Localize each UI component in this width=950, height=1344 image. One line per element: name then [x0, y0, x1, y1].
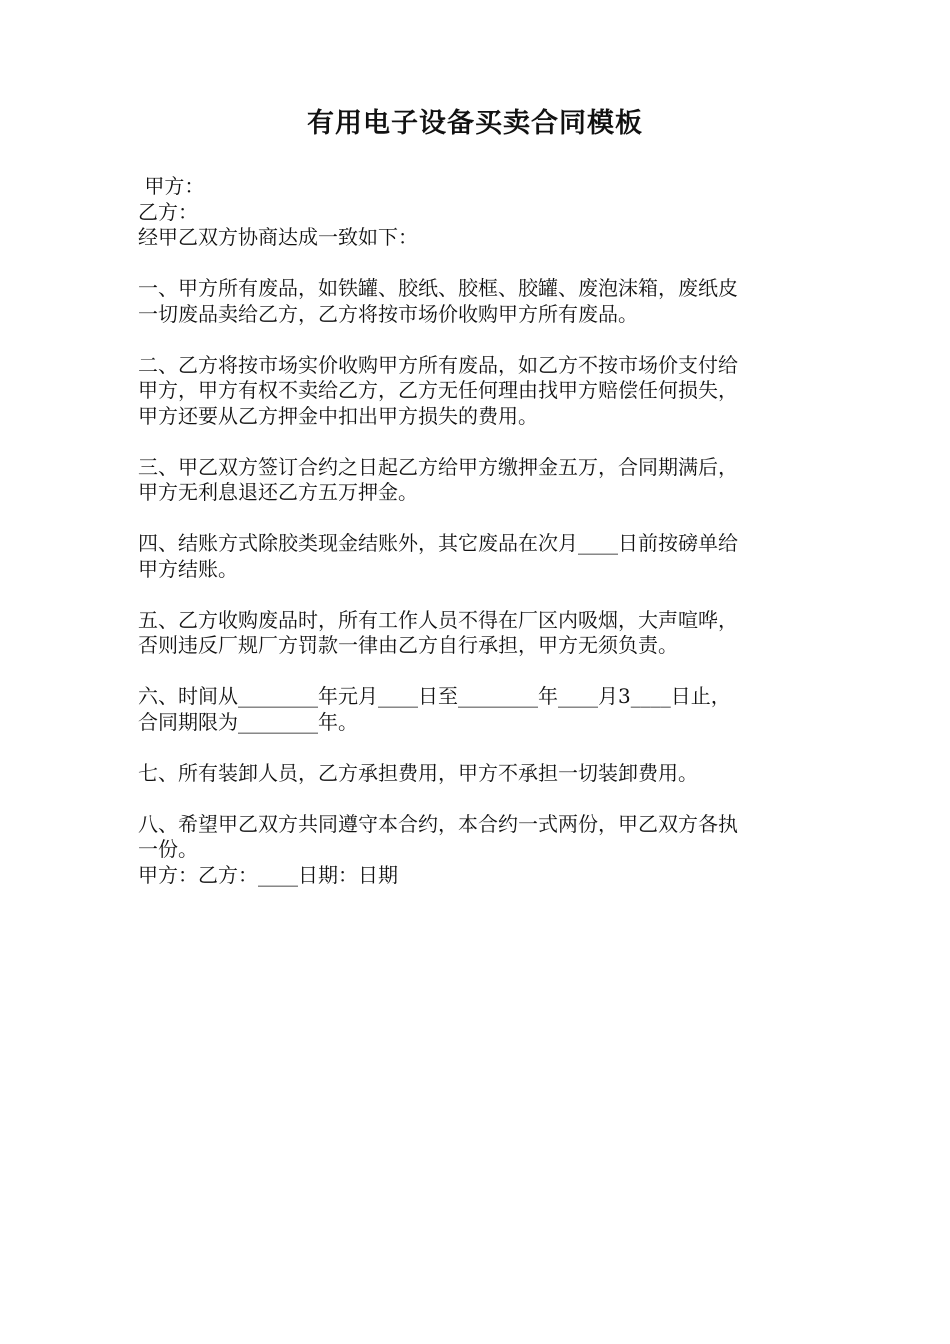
clause-line: 一切废品卖给乙方，乙方将按市场价收购甲方所有废品。 [138, 301, 638, 326]
clause-7 [138, 761, 818, 787]
spacer [138, 735, 818, 761]
clause-line: 六、时间从________年元月____日至________年____月3____日止， [138, 684, 731, 708]
clause-line: 八、希望甲乙双方共同遵守本合约，本合约一式两份，甲乙双方各执 [138, 811, 738, 836]
clause-line: 五、乙方收购废品时，所有工作人员不得在厂区内吸烟，大声喧哗， [138, 607, 738, 632]
spacer [138, 327, 818, 353]
spacer [138, 251, 818, 277]
party-a-label: 甲方： [138, 174, 205, 198]
clause-2 [138, 353, 818, 430]
clause-line: 甲方无利息退还乙方五万押金。 [138, 480, 418, 504]
document-title: 有用电子设备买卖合同模板 [307, 108, 643, 139]
spacer [138, 659, 818, 685]
clause-3 [138, 455, 818, 506]
spacer [138, 429, 818, 455]
clause-4 [138, 531, 818, 582]
clause-6 [138, 684, 818, 735]
intro-text: 经甲乙双方协商达成一致如下： [138, 225, 418, 249]
clause-line: 二、乙方将按市场实价收购甲方所有废品，如乙方不按市场价支付给 [138, 352, 738, 377]
clause-8 [138, 812, 818, 863]
spacer [138, 582, 818, 608]
spacer [138, 506, 818, 532]
spacer [138, 786, 818, 812]
party-b-label: 乙方： [138, 199, 198, 224]
clause-line: 四、结账方式除胶类现金结账外，其它废品在次月____日前按磅单给 [138, 531, 738, 555]
clause-line: 七、所有装卸人员，乙方承担费用，甲方不承担一切装卸费用。 [138, 760, 698, 785]
document-body [138, 174, 818, 888]
clause-line: 甲方结账。 [138, 556, 238, 581]
clause-line: 三、甲乙双方签订合约之日起乙方给甲方缴押金五万，合同期满后， [138, 454, 738, 479]
clause-line: 甲方，甲方有权不卖给乙方，乙方无任何理由找甲方赔偿任何损失， [138, 378, 738, 402]
clause-1 [138, 276, 818, 327]
clause-line: 否则违反厂规厂方罚款一律由乙方自行承担，甲方无须负责。 [138, 633, 678, 657]
clause-5 [138, 608, 818, 659]
clause-line: 甲方还要从乙方押金中扣出甲方损失的费用。 [138, 403, 538, 428]
clause-line: 一、甲方所有废品，如铁罐、胶纸、胶框、胶罐、废泡沫箱，废纸皮 [138, 276, 738, 300]
clause-line: 一份。 [138, 837, 198, 861]
clause-line: 合同期限为________年。 [138, 709, 358, 734]
signature-line: 甲方：乙方：____日期：日期 [138, 862, 398, 887]
